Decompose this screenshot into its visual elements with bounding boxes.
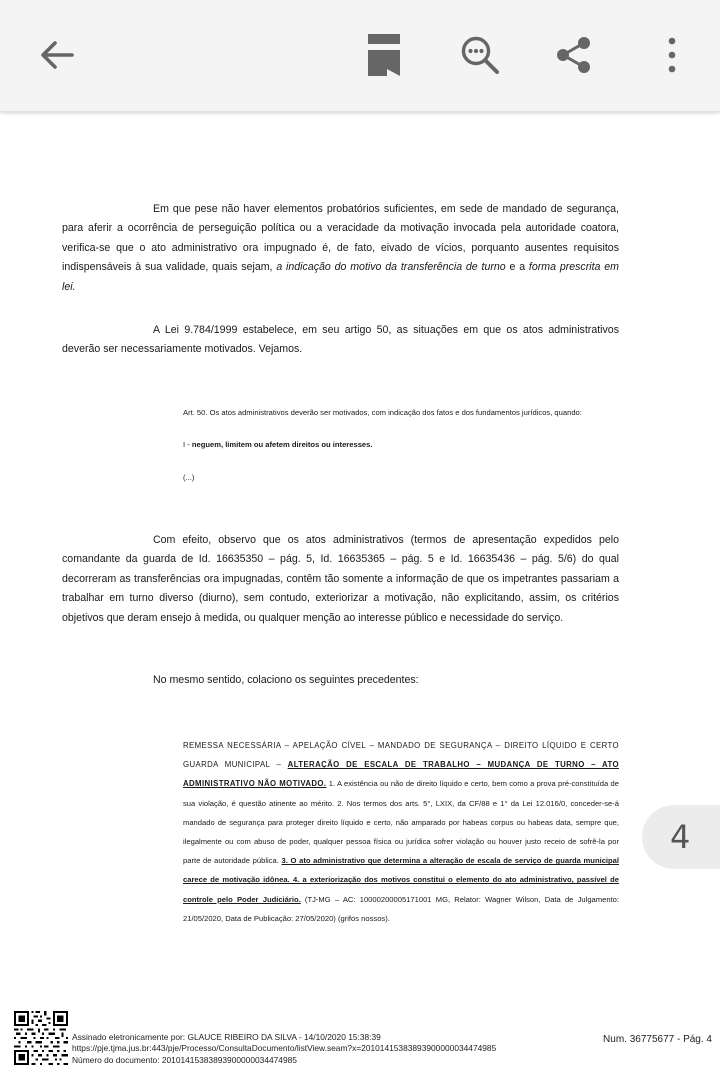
search-button[interactable] bbox=[452, 26, 508, 84]
quote-item-1-bold: neguem, limitem ou afetem direitos ou interesses. bbox=[191, 440, 373, 449]
paragraph-2 bbox=[62, 321, 619, 360]
search-icon bbox=[459, 34, 501, 76]
paragraph-1 bbox=[62, 200, 619, 297]
document-number: Número do documento: 20101415383893900000034474985 bbox=[72, 1054, 297, 1065]
paragraph-1-italic-1: a indicação do motivo da transferência de turno bbox=[276, 261, 506, 274]
page-indicator-number: 4 bbox=[670, 818, 691, 856]
quote-ellipsis: (...) bbox=[183, 473, 195, 482]
reading-mode-button[interactable] bbox=[356, 26, 412, 84]
jurisprudence-citation: (TJ-MG – AC: 10000200005171001 MG, Relator: Wagner Wilson, Data de Julgamento: 21/05/2020, Data de Publicação: 27/05/2020) (grifos nossos). bbox=[183, 894, 619, 923]
app-toolbar bbox=[0, 0, 720, 112]
qr-code-icon bbox=[14, 1011, 68, 1065]
back-arrow-icon bbox=[36, 35, 76, 75]
page-indicator[interactable] bbox=[642, 805, 720, 869]
document-url[interactable]: https://pje.tjma.jus.br:443/pje/Processo/ConsultaDocumento/listView.seam?x=20101415383893900000034474985 bbox=[72, 1043, 497, 1054]
jurisprudence-text-1: 1. A existência ou não de direito líquido e certo, bem como a prova pré-constituída de sua violação, é questão atinente ao mérito. 2. Nos termos dos arts. 5°, LXIX, da CF/88 e 1° da Lei 12.016/0, conceder-se-á mandado de segurança para proteger direito líquido e certo, não amparado por habeas corpus ou habeas data, sempre que, ilegalmente ou com abuso de poder, qualquer pessoa física ou jurídica sofrer violação ou houver justo receio de sofrê-la por parte de autoridade pública. bbox=[183, 779, 619, 866]
paragraph-4-text: No mesmo sentido, colaciono os seguintes precedentes: bbox=[153, 674, 419, 686]
jurisprudence-heading: REMESSA NECESSÁRIA – APELAÇÃO CÍVEL – MANDADO DE SEGURANÇA – DIREITO LÍQUIDO E CERTO GUARDA MUNICIPAL – bbox=[183, 741, 619, 770]
paragraph-1-text: Em que pese não haver elementos probatórios suficientes, em sede de mandado de segurança, para aferir a ocorrência de perseguição política ou a veracidade da motivação invocada pela autoridade coatora, verifica-se que o ato administrativo ora impugnado é, de fato, eivado de vícios, porquanto ausentes requisitos indispensáveis à sua validade, quais sejam, bbox=[62, 203, 619, 274]
paragraph-2-text: A Lei 9.784/1999 estabelece, em seu artigo 50, as situações em que os atos administrativos deverão ser necessariamente motivados. Vejamos. bbox=[62, 324, 619, 356]
paragraph-4 bbox=[62, 671, 619, 690]
paragraph-3-text: Com efeito, observo que os atos administrativos (termos de apresentação expedidos pelo comandante da guarda de Id. 16635350 – pág. 5, Id. 16635365 – pág. 5 e Id. 16635436 – pág. 5/6) do qual decorreram as transferências ora impugnadas, contêm tão somente a informação de que os impetrantes passariam a trabalhar em turno diverso (diurno), sem contudo, exteriorizar a motivação, não explicitando, assim, os critérios objetivos que deram ensejo à medida, ou qualquer menção ao interesse público e necessidade do serviço. bbox=[62, 534, 619, 624]
document-page[interactable] bbox=[0, 116, 720, 1077]
document-footer bbox=[0, 1008, 720, 1077]
paragraph-3 bbox=[62, 531, 619, 628]
share-icon bbox=[554, 35, 594, 75]
quote-item-1 bbox=[183, 440, 619, 449]
more-options-button[interactable] bbox=[644, 26, 700, 84]
paragraph-1-mid: e a bbox=[505, 261, 529, 274]
back-button[interactable] bbox=[28, 26, 84, 84]
jurisprudence-quote bbox=[183, 736, 619, 928]
quote-article-50: Art. 50. Os atos administrativos deverão ser motivados, com indicação dos fatos e dos fundamentos jurídicos, quando: bbox=[183, 408, 582, 417]
share-button[interactable] bbox=[546, 26, 602, 84]
paragraph-1-italic-2: forma prescrita em lei. bbox=[62, 261, 619, 293]
page-number-label: Num. 36775677 - Pág. 4 bbox=[603, 1034, 712, 1045]
quote-item-1-prefix: I - bbox=[183, 440, 192, 449]
signature-line: Assinado eletronicamente por: GLAUCE RIBEIRO DA SILVA - 14/10/2020 15:38:39 bbox=[72, 1032, 381, 1042]
more-vert-icon bbox=[666, 35, 678, 75]
jurisprudence-heading-underlined: ALTERAÇÃO DE ESCALA DE TRABALHO – MUDANÇA DE TURNO – ATO ADMINISTRATIVO NÃO MOTIVADO. bbox=[183, 760, 619, 789]
signature-info bbox=[72, 1032, 496, 1066]
jurisprudence-highlight: 3. O ato administrativo que determina a alteração de escala de serviço de guarda municipal carece de motivação idônea. 4. a exteriorização dos motivos constitui o elemento do ato administrativo, passível de controle pelo Poder Judiciário. bbox=[183, 856, 619, 904]
reading-mode-icon bbox=[367, 33, 401, 77]
